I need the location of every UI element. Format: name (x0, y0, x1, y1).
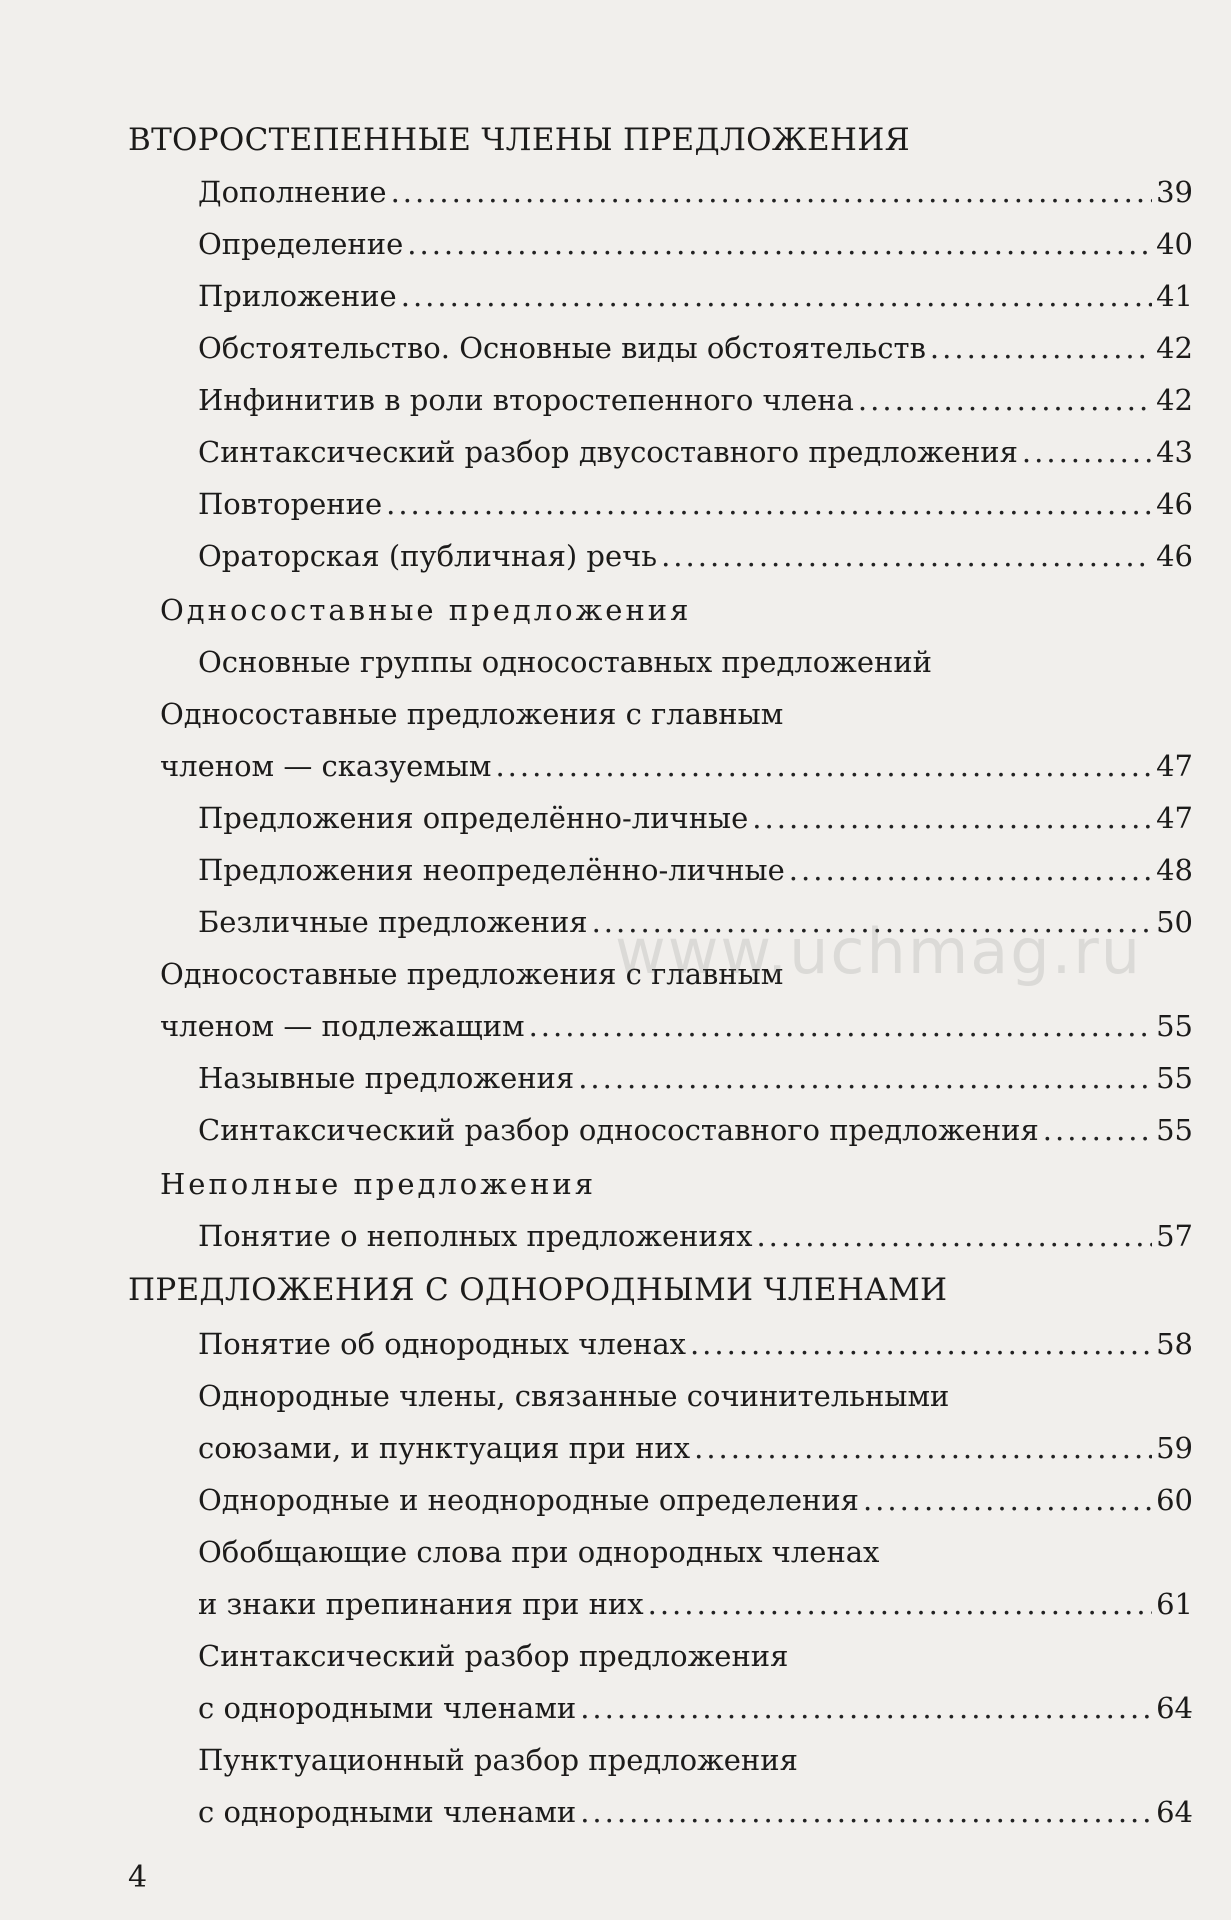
toc-entry[interactable]: Предложения неопределённо-личные ..... 48 (198, 848, 1193, 892)
subsection-heading: Неполные предложения (160, 1167, 597, 1201)
page-number: 4 (128, 1860, 148, 1895)
toc-entry-line1: Синтаксический разбор предложения (198, 1639, 789, 1673)
toc-entry-line1: Односоставные предложения с главным (160, 697, 784, 731)
toc-entry-line1: Обобщающие слова при однородных членах (198, 1535, 880, 1569)
toc-entry[interactable]: Синтаксический разбор двусоставного предложения ..... 43 (198, 430, 1193, 474)
toc-entry-line1: Пунктуационный разбор предложения (198, 1743, 798, 1777)
watermark: www.uchmag.ru (615, 915, 1143, 988)
toc-entry[interactable]: Определение ..... 40 (198, 222, 1193, 266)
toc-entry-line1: Однородные члены, связанные сочинительными (198, 1379, 950, 1413)
toc-entry[interactable]: с однородными членами ..... 64 (198, 1790, 1193, 1834)
toc-entry[interactable]: Понятие об однородных членах ..... 58 (198, 1322, 1193, 1366)
toc-entry[interactable]: Приложение ..... 41 (198, 274, 1193, 318)
toc-entry-line1: Односоставные предложения с главным (160, 957, 784, 991)
toc-entry[interactable]: Понятие о неполных предложениях ..... 57 (198, 1214, 1193, 1258)
toc-entry[interactable]: Обстоятельство. Основные виды обстоятельств ..... 42 (198, 326, 1193, 370)
toc-entry[interactable]: Назывные предложения ..... 55 (198, 1056, 1193, 1100)
toc-entry[interactable]: членом — сказуемым ..... 47 (160, 744, 1193, 788)
toc-entry[interactable]: и знаки препинания при них ..... 61 (198, 1582, 1193, 1626)
toc-entry[interactable]: Предложения определённо-личные ..... 47 (198, 796, 1193, 840)
section-heading: ПРЕДЛОЖЕНИЯ С ОДНОРОДНЫМИ ЧЛЕНАМИ (128, 1272, 948, 1308)
section-heading: ВТОРОСТЕПЕННЫЕ ЧЛЕНЫ ПРЕДЛОЖЕНИЯ (128, 122, 910, 158)
toc-entry[interactable]: Основные группы односоставных предложений (198, 645, 933, 679)
toc-entry[interactable]: союзами, и пунктуация при них ..... 59 (198, 1426, 1193, 1470)
toc-entry[interactable]: Однородные и неоднородные определения ..... 60 (198, 1478, 1193, 1522)
subsection-heading: Односоставные предложения (160, 593, 692, 627)
toc-entry[interactable]: Безличные предложения ..... 50 (198, 900, 1193, 944)
toc-entry[interactable]: с однородными членами ..... 64 (198, 1686, 1193, 1730)
toc-entry[interactable]: членом — подлежащим ..... 55 (160, 1004, 1193, 1048)
toc-entry[interactable]: Инфинитив в роли второстепенного члена ..... 42 (198, 378, 1193, 422)
toc-entry[interactable]: Синтаксический разбор односоставного предложения ..... 55 (198, 1108, 1193, 1152)
toc-entry[interactable]: Ораторская (публичная) речь ..... 46 (198, 534, 1193, 578)
toc-entry[interactable]: Повторение ..... 46 (198, 482, 1193, 526)
toc-entry[interactable]: Дополнение ..... 39 (198, 170, 1193, 214)
